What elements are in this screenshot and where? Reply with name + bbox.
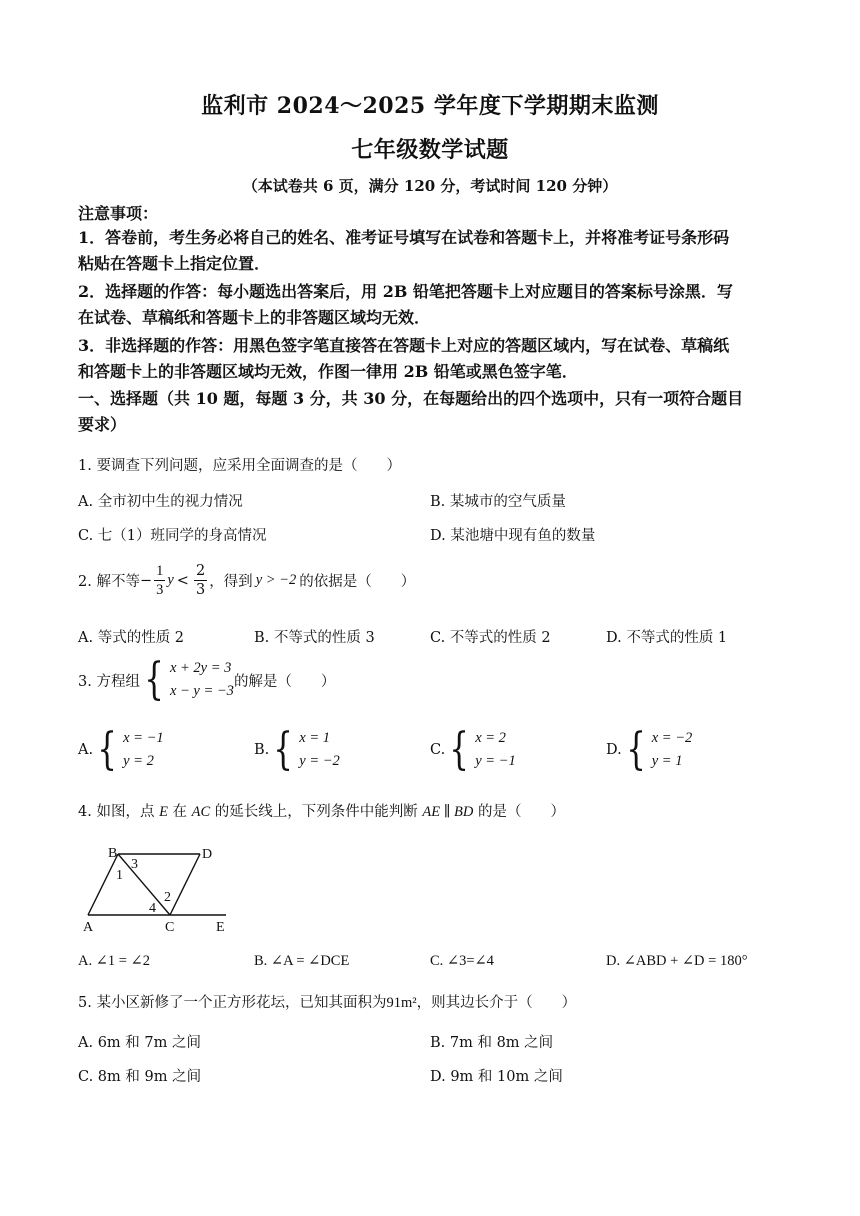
q4-text-1: 4. 如图，点 — [78, 804, 155, 820]
q2-den-2: 3 — [195, 582, 206, 598]
q3-option-a — [78, 724, 164, 775]
q2-variable-y: y — [167, 572, 174, 588]
label-d: D — [202, 847, 213, 862]
q3-option-d — [606, 724, 693, 775]
q2-less-than: < — [176, 572, 189, 589]
q5-option-a: A. 6m 和 7m 之间 — [78, 1035, 201, 1051]
q5-text-1: 5. 某小区新修了一个正方形花坛，已知其面积为 — [78, 995, 387, 1011]
label-c: C — [165, 920, 175, 935]
q2-inequality: y > −2 — [255, 572, 297, 588]
exam-info: （本试卷共 6 页，满分 120 分，考试时间 120 分钟） — [242, 177, 618, 195]
q2-den-1: 3 — [156, 582, 164, 598]
label-e: E — [216, 920, 225, 935]
segment-ab — [88, 854, 118, 915]
q3-option-d-x: x = −2 — [651, 730, 693, 746]
q3-option-c-y: y = −1 — [475, 753, 516, 769]
note-3-line-1: 3．非选择题的作答：用黑色签字笔直接答在答题卡上对应的答题区域内，写在试卷、草稿纸 — [78, 336, 730, 355]
q4-condition: AE ∥ BD — [422, 804, 474, 820]
angle-3-label: 3 — [131, 857, 138, 872]
note-2-line-2: 在试卷、草稿纸和答题卡上的非答题区域均无效． — [78, 308, 431, 327]
q1-stem: 1. 要调查下列问题，应采用全面调查的是（ ） — [78, 458, 401, 474]
q2-minus: − — [139, 572, 153, 589]
q5-option-b: B. 7m 和 8m 之间 — [430, 1035, 554, 1051]
q5-stem — [78, 991, 576, 1012]
segment-bc — [118, 854, 170, 915]
q5-area: 91m² — [386, 995, 417, 1011]
q1-option-b: B. 某城市的空气质量 — [430, 494, 566, 510]
q3-option-a-y: y = 2 — [123, 753, 154, 769]
q4-text-2: 在 — [172, 804, 188, 820]
left-brace-icon: { — [625, 724, 646, 775]
q4-text-3: 的延长线上，下列条件中能判断 — [214, 804, 418, 820]
q3-stem — [78, 654, 336, 705]
q3-option-d-system — [622, 724, 693, 775]
note-1-line-1: 1．答卷前，考生务必将自己的姓名、准考证号填写在试卷和答题卡上，并将准考证号条形码 — [78, 228, 730, 247]
q3-suffix: 的解是（ ） — [233, 673, 336, 690]
q3-option-a-label: A. — [78, 742, 94, 758]
label-a: A — [83, 920, 94, 935]
q4-option-c: C. ∠3=∠4 — [430, 953, 494, 969]
q3-option-b-system — [269, 724, 340, 775]
q3-option-a-x: x = −1 — [123, 730, 164, 746]
q3-option-b — [254, 724, 340, 775]
q2-fraction-1 — [154, 562, 165, 599]
q3-option-b-x: x = 1 — [299, 730, 330, 746]
q2-stem — [78, 562, 415, 599]
q3-option-b-y: y = −2 — [299, 753, 340, 769]
q2-prefix: 2. 解不等 — [78, 574, 140, 590]
q2-num-1: 1 — [156, 563, 164, 579]
q3-option-c-label: C. — [430, 742, 446, 758]
q3-option-d-y: y = 1 — [651, 753, 683, 769]
notes-heading: 注意事项： — [78, 204, 159, 223]
q5-text-2: ，则其边长介于（ ） — [416, 995, 577, 1011]
exam-subtitle: 七年级数学试题 — [351, 137, 509, 163]
q4-option-b: B. ∠A = ∠DCE — [254, 953, 350, 969]
angle-2-label: 2 — [164, 890, 171, 905]
q1-option-a: A. 全市初中生的视力情况 — [78, 494, 243, 510]
q3-option-c — [430, 724, 516, 775]
section-1-line-2: 要求） — [78, 415, 127, 434]
q1-option-d: D. 某池塘中现有鱼的数量 — [430, 528, 596, 544]
q1-option-c: C. 七（1）班同学的身高情况 — [78, 528, 267, 544]
section-1-line-1: 一、选择题（共 10 题，每题 3 分，共 30 分，在每题给出的四个选项中，只有一项符合题目 — [78, 389, 744, 408]
label-b: B — [108, 846, 118, 861]
q2-option-a: A. 等式的性质 2 — [78, 630, 185, 646]
q3-prefix: 3. 方程组 — [78, 673, 140, 690]
q3-eq-2: x − y = −3 — [169, 683, 234, 699]
exam-title: 监利市 2024～2025 学年度下学期期末监测 — [201, 93, 659, 119]
q3-option-c-system — [445, 724, 516, 775]
q3-eq-1: x + 2y = 3 — [169, 660, 232, 676]
q4-text-4: 的是（ ） — [478, 804, 565, 820]
q5-option-c: C. 8m 和 9m 之间 — [78, 1069, 202, 1085]
q3-option-d-label: D. — [606, 742, 622, 758]
angle-1-label: 1 — [116, 868, 123, 883]
note-2-line-1: 2．选择题的作答：每小题选出答案后，用 2B 铅笔把答题卡上对应题目的答案标号涂黑．写 — [78, 282, 733, 301]
q4-figure — [78, 840, 238, 935]
q2-option-c: C. 不等式的性质 2 — [430, 630, 551, 646]
q4-option-a: A. ∠1 = ∠2 — [78, 953, 150, 969]
angle-4-label: 4 — [149, 901, 156, 916]
q2-mid: ，得到 — [209, 574, 253, 590]
q2-option-b: B. 不等式的性质 3 — [254, 630, 375, 646]
q2-fraction-2 — [194, 562, 207, 599]
left-brace-icon: { — [273, 724, 294, 775]
q3-option-a-system — [93, 724, 164, 775]
note-1-line-2: 粘贴在答题卡上指定位置． — [78, 254, 271, 273]
q4-point-e: E — [159, 804, 168, 820]
left-brace-icon: { — [449, 724, 469, 775]
left-brace-icon: { — [144, 654, 164, 705]
q4-stem — [78, 800, 565, 821]
q3-option-b-label: B. — [254, 742, 270, 758]
q2-suffix: 的依据是（ ） — [299, 574, 416, 590]
q2-option-d: D. 不等式的性质 1 — [606, 630, 728, 646]
q3-option-c-x: x = 2 — [475, 730, 506, 746]
q4-segment-ac: AC — [191, 804, 211, 820]
q4-option-d: D. ∠ABD + ∠D = 180° — [606, 953, 748, 969]
segment-dc — [170, 854, 200, 915]
left-brace-icon: { — [97, 724, 117, 775]
note-3-line-2: 和答题卡上的非答题区域均无效，作图一律用 2B 铅笔或黑色签字笔． — [78, 362, 578, 381]
q2-num-2: 2 — [195, 563, 206, 579]
q3-system — [140, 654, 234, 705]
q5-option-d: D. 9m 和 10m 之间 — [430, 1069, 563, 1085]
